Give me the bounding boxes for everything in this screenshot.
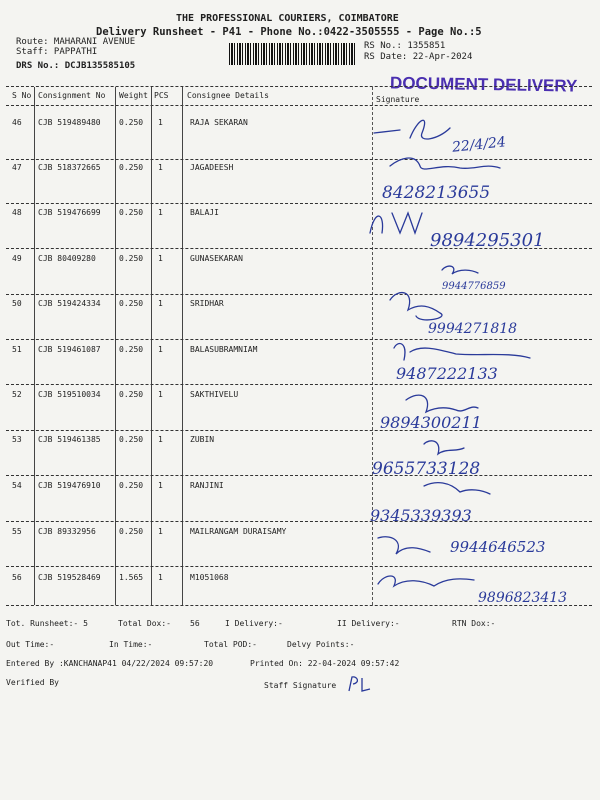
row-sno: 56 xyxy=(12,573,22,582)
row-pcs: 1 xyxy=(158,481,163,490)
row-weight: 1.565 xyxy=(119,573,144,582)
col-divider xyxy=(115,87,116,605)
col-signature: Signature xyxy=(376,95,420,104)
verified-by: Verified By xyxy=(6,678,59,687)
row-weight: 0.250 xyxy=(119,163,144,172)
row-sno: 50 xyxy=(12,299,22,308)
col-sno: S No xyxy=(12,91,32,100)
row-sno: 47 xyxy=(12,163,22,172)
row-signature-note: 9655733128 xyxy=(372,459,481,479)
out-time: Out Time:- xyxy=(6,640,55,649)
row-weight: 0.250 xyxy=(119,527,144,536)
row-weight: 0.250 xyxy=(119,118,144,127)
row-signature-note: 9894300211 xyxy=(380,413,482,432)
row-signature-note: 9487222133 xyxy=(396,364,498,383)
row-sno: 54 xyxy=(12,481,22,490)
row-pcs: 1 xyxy=(158,527,163,536)
rs-date: RS Date: 22-Apr-2024 xyxy=(364,52,473,62)
staff-signature-scribble xyxy=(346,674,376,694)
i-delivery: I Delivery:- xyxy=(225,619,283,628)
row-sno: 51 xyxy=(12,345,22,354)
row-weight: 0.250 xyxy=(119,208,144,217)
row-sno: 53 xyxy=(12,435,22,444)
row-pcs: 1 xyxy=(158,299,163,308)
total-dox-label: Total Dox:- xyxy=(118,619,171,628)
row-weight: 0.250 xyxy=(119,435,144,444)
runsheet-title: Delivery Runsheet - P41 - Phone No.:0422-3505555 - Page No.:5 xyxy=(96,26,482,38)
staff-label: Staff: PAPPATHI xyxy=(16,47,98,57)
row-consignee: RANJINI xyxy=(190,481,224,490)
row-consignee: BALAJI xyxy=(190,208,219,217)
row-weight: 0.250 xyxy=(119,390,144,399)
staff-signature-label: Staff Signature xyxy=(264,681,337,690)
row-consignee: JAGADEESH xyxy=(190,163,234,172)
row-consignee: MAILRANGAM DURAISAMY xyxy=(190,527,287,536)
row-pcs: 1 xyxy=(158,573,163,582)
col-weight: Weight xyxy=(119,91,148,100)
row-signature-note: 22/4/24 xyxy=(451,134,507,156)
row-consignment: CJB 518372665 xyxy=(38,163,101,172)
row-signature-note: 9944646523 xyxy=(450,538,546,556)
row-consignee: BALASUBRAMNIAM xyxy=(190,345,258,354)
delvy-points: Delvy Points:- xyxy=(287,640,355,649)
row-pcs: 1 xyxy=(158,390,163,399)
row-sno: 55 xyxy=(12,527,22,536)
row-pcs: 1 xyxy=(158,435,163,444)
row-pcs: 1 xyxy=(158,254,163,263)
header-bottom-rule xyxy=(6,105,592,106)
row-consignee: GUNASEKARAN xyxy=(190,254,243,263)
row-consignment: CJB 519424334 xyxy=(38,299,101,308)
col-divider xyxy=(151,87,152,605)
row-pcs: 1 xyxy=(158,163,163,172)
col-divider xyxy=(182,87,183,605)
row-consignment: CJB 519489480 xyxy=(38,118,101,127)
row-pcs: 1 xyxy=(158,345,163,354)
col-consignment: Consignment No xyxy=(38,91,106,100)
row-pcs: 1 xyxy=(158,118,163,127)
row-sno: 46 xyxy=(12,118,22,127)
row-consignee: ZUBIN xyxy=(190,435,215,444)
row-weight: 0.250 xyxy=(119,254,144,263)
printed-on: Printed On: 22-04-2024 09:57:42 xyxy=(250,659,400,668)
row-sno: 52 xyxy=(12,390,22,399)
entered-by: Entered By :KANCHANAP41 04/22/2024 09:57:20 xyxy=(6,659,214,668)
rtn-dox: RTN Dox:- xyxy=(452,619,496,628)
row-consignee: SAKTHIVELU xyxy=(190,390,239,399)
drs-number: DRS No.: DCJB135585105 xyxy=(16,61,136,71)
row-sno: 49 xyxy=(12,254,22,263)
col-consignee: Consignee Details xyxy=(187,91,269,100)
col-pcs: PCS xyxy=(154,91,169,100)
tot-runsheet: Tot. Runsheet:- 5 xyxy=(6,619,88,628)
row-signature-note: 9894295301 xyxy=(430,230,545,251)
row-consignment: CJB 519461385 xyxy=(38,435,101,444)
in-time: In Time:- xyxy=(109,640,153,649)
total-dox-value: 56 xyxy=(190,619,200,628)
company-name: THE PROFESSIONAL COURIERS, COIMBATORE xyxy=(176,13,399,24)
row-consignment: CJB 80409280 xyxy=(38,254,96,263)
row-signature-note: 9994271818 xyxy=(428,321,518,337)
row-weight: 0.250 xyxy=(119,345,144,354)
row-consignment: CJB 519510034 xyxy=(38,390,101,399)
row-consignment: CJB 519476699 xyxy=(38,208,101,217)
barcode-image xyxy=(229,43,357,65)
row-consignment: CJB 519528469 xyxy=(38,573,101,582)
ii-delivery: II Delivery:- xyxy=(337,619,400,628)
col-divider xyxy=(34,87,35,605)
signature-scribbles xyxy=(360,108,590,608)
row-signature-note: 8428213655 xyxy=(382,183,491,203)
document-delivery-stamp: DOCUMENT DELIVERY xyxy=(389,73,578,96)
row-consignment: CJB 519476910 xyxy=(38,481,101,490)
row-weight: 0.250 xyxy=(119,299,144,308)
row-consignee: RAJA SEKARAN xyxy=(190,118,248,127)
row-consignee: SRIDHAR xyxy=(190,299,224,308)
row-signature-note: 9896823413 xyxy=(478,590,568,606)
route-label: Route: MAHARANI AVENUE xyxy=(16,37,136,47)
row-signature-note: 9345339393 xyxy=(370,506,472,525)
row-consignee: M1051068 xyxy=(190,573,229,582)
row-signature-note: 9944776859 xyxy=(442,281,506,292)
row-consignment: CJB 89332956 xyxy=(38,527,96,536)
header-top-rule xyxy=(6,86,592,87)
row-consignment: CJB 519461087 xyxy=(38,345,101,354)
rs-number: RS No.: 1355851 xyxy=(364,41,446,51)
row-pcs: 1 xyxy=(158,208,163,217)
row-sno: 48 xyxy=(12,208,22,217)
row-weight: 0.250 xyxy=(119,481,144,490)
total-pod: Total POD:- xyxy=(204,640,257,649)
